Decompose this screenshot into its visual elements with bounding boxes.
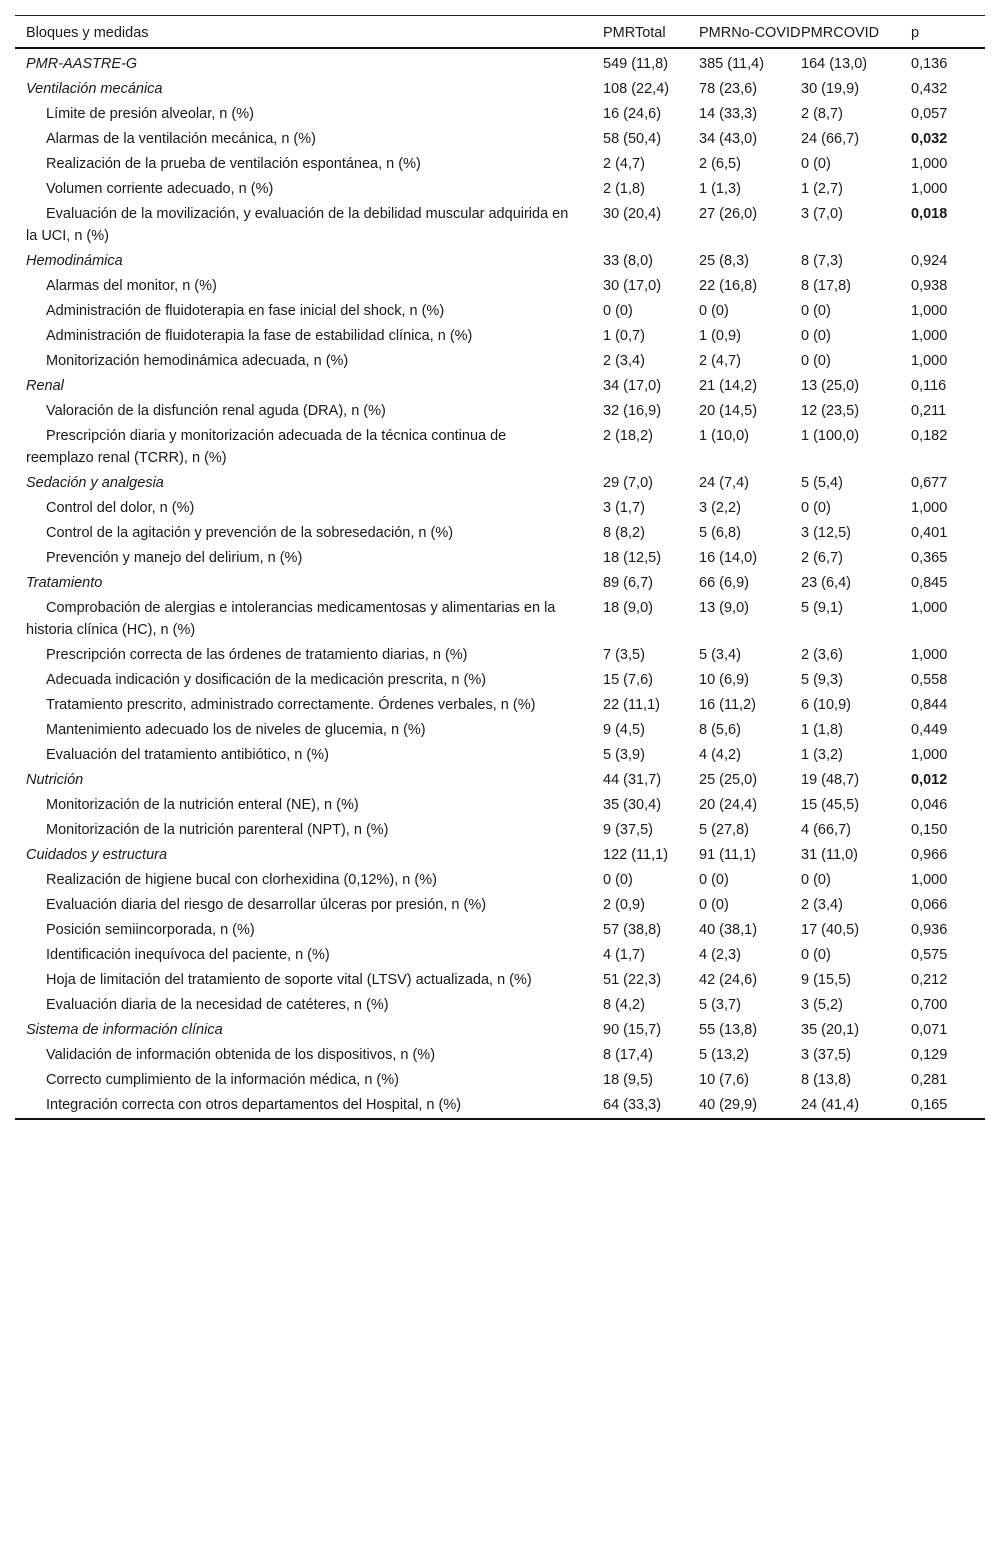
table-row-item [15,793,985,818]
cell-pmr-total: 15 (7,6) [603,672,653,688]
cell-pmr-no-covid: 40 (38,1) [699,922,758,938]
cell-pmr-covid: 15 (45,5) [801,797,860,813]
header-row [15,16,985,49]
row-label: Límite de presión alveolar, n (%) [46,106,254,122]
cell-p-value: 1,000 [911,500,948,516]
table-row-item [15,918,985,943]
cell-pmr-covid: 1 (3,2) [801,747,843,763]
cell-pmr-total: 89 (6,7) [603,575,653,591]
cell-pmr-covid: 2 (6,7) [801,550,843,566]
table-row-item [15,102,985,127]
table-row-block [15,1018,985,1043]
table-row-item [15,152,985,177]
cell-p-value: 0,938 [911,278,948,294]
cell-pmr-no-covid: 16 (14,0) [699,550,758,566]
cell-pmr-covid: 0 (0) [801,872,831,888]
results-table-container [15,15,985,1120]
cell-pmr-covid: 4 (66,7) [801,822,851,838]
cell-pmr-covid: 9 (15,5) [801,972,851,988]
table-row-item [15,1093,985,1119]
cell-pmr-total: 0 (0) [603,303,633,319]
table-row-item [15,643,985,668]
cell-p-value: 0,575 [911,947,948,963]
row-label: Adecuada indicación y dosificación de la medicación prescrita, n (%) [46,672,487,688]
cell-pmr-total: 2 (4,7) [603,156,645,172]
table-row-item [15,324,985,349]
cell-p-value: 0,924 [911,253,948,269]
cell-pmr-covid: 3 (5,2) [801,997,843,1013]
table-row-block [15,571,985,596]
cell-pmr-no-covid: 14 (33,3) [699,106,758,122]
row-label: Integración correcta con otros departamentos del Hospital, n (%) [46,1097,462,1113]
cell-pmr-covid: 24 (66,7) [801,131,860,147]
cell-p-value: 0,432 [911,81,948,97]
cell-pmr-total: 18 (9,5) [603,1072,653,1088]
cell-p-value: 0,845 [911,575,948,591]
cell-p-value: 0,066 [911,897,948,913]
cell-p-value: 0,365 [911,550,948,566]
cell-pmr-no-covid: 34 (43,0) [699,131,758,147]
cell-pmr-total: 18 (12,5) [603,550,662,566]
table-row-block [15,471,985,496]
cell-pmr-no-covid: 0 (0) [699,897,729,913]
cell-pmr-total: 2 (0,9) [603,897,645,913]
cell-pmr-total: 18 (9,0) [603,600,653,616]
cell-p-value: 0,182 [911,428,948,444]
cell-pmr-total: 7 (3,5) [603,647,645,663]
cell-pmr-no-covid: 10 (6,9) [699,672,749,688]
cell-pmr-covid: 31 (11,0) [801,847,858,863]
cell-pmr-covid: 12 (23,5) [801,403,860,419]
cell-pmr-covid: 3 (12,5) [801,525,851,541]
cell-pmr-no-covid: 5 (6,8) [699,525,741,541]
cell-pmr-covid: 0 (0) [801,353,831,369]
cell-pmr-covid: 1 (1,8) [801,722,843,738]
cell-pmr-no-covid: 20 (24,4) [699,797,758,813]
header-pmr-total: PMRTotal [603,25,666,41]
cell-pmr-no-covid: 5 (27,8) [699,822,749,838]
row-label: Renal [26,378,64,394]
cell-pmr-total: 22 (11,1) [603,697,660,713]
cell-p-value: 0,677 [911,475,948,491]
cell-pmr-covid: 0 (0) [801,328,831,344]
cell-pmr-covid: 8 (17,8) [801,278,851,294]
table-row-item [15,521,985,546]
cell-pmr-total: 8 (17,4) [603,1047,653,1063]
row-label: Alarmas del monitor, n (%) [46,278,217,294]
cell-p-value: 0,136 [911,56,948,72]
cell-pmr-total: 9 (37,5) [603,822,653,838]
table-row-item [15,349,985,374]
table-body [15,48,985,1119]
row-label: Prevención y manejo del delirium, n (%) [46,550,303,566]
cell-pmr-covid: 2 (8,7) [801,106,843,122]
cell-p-value: 0,012 [911,772,948,788]
cell-pmr-covid: 24 (41,4) [801,1097,860,1113]
cell-pmr-covid: 2 (3,4) [801,897,843,913]
table-row-block [15,249,985,274]
row-label: Mantenimiento adecuado los de niveles de glucemia, n (%) [46,722,426,738]
cell-pmr-total: 30 (17,0) [603,278,662,294]
cell-pmr-total: 2 (1,8) [603,181,645,197]
cell-pmr-total: 90 (15,7) [603,1022,662,1038]
row-label: Tratamiento [26,575,103,591]
table-row-item [15,424,985,471]
cell-p-value: 0,018 [911,206,948,222]
row-label: Valoración de la disfunción renal aguda (DRA), n (%) [46,403,386,419]
cell-pmr-no-covid: 4 (2,3) [699,947,741,963]
cell-pmr-covid: 3 (37,5) [801,1047,851,1063]
cell-p-value: 0,936 [911,922,948,938]
cell-pmr-covid: 5 (9,1) [801,600,843,616]
table-row-item [15,743,985,768]
table-row-item [15,546,985,571]
cell-pmr-covid: 2 (3,6) [801,647,843,663]
cell-pmr-no-covid: 25 (8,3) [699,253,749,269]
cell-pmr-total: 58 (50,4) [603,131,662,147]
cell-pmr-no-covid: 2 (4,7) [699,353,741,369]
row-label: Identificación inequívoca del paciente, n (%) [46,947,330,963]
row-label: Tratamiento prescrito, administrado correctamente. Órdenes verbales, n (%) [46,697,536,713]
cell-p-value: 0,057 [911,106,948,122]
table-row-item [15,693,985,718]
cell-p-value: 1,000 [911,600,948,616]
cell-p-value: 1,000 [911,328,948,344]
row-label: Volumen corriente adecuado, n (%) [46,181,274,197]
cell-pmr-covid: 6 (10,9) [801,697,851,713]
cell-pmr-no-covid: 66 (6,9) [699,575,749,591]
cell-pmr-covid: 8 (7,3) [801,253,843,269]
table-row-item [15,496,985,521]
cell-p-value: 1,000 [911,181,948,197]
table-row-item [15,818,985,843]
cell-pmr-total: 33 (8,0) [603,253,653,269]
cell-pmr-total: 29 (7,0) [603,475,653,491]
cell-pmr-total: 8 (8,2) [603,525,645,541]
cell-pmr-no-covid: 8 (5,6) [699,722,741,738]
row-label: Evaluación de la movilización, y evaluación de la debilidad muscular adquirida en la UCI, n (%) [26,206,569,244]
row-label: Monitorización de la nutrición enteral (NE), n (%) [46,797,359,813]
cell-p-value: 0,966 [911,847,948,863]
cell-pmr-total: 549 (11,8) [603,56,669,72]
cell-p-value: 1,000 [911,872,948,888]
cell-p-value: 0,449 [911,722,948,738]
row-label: Monitorización de la nutrición parenteral (NPT), n (%) [46,822,389,838]
table-row-item [15,274,985,299]
cell-pmr-no-covid: 24 (7,4) [699,475,749,491]
cell-pmr-covid: 17 (40,5) [801,922,860,938]
cell-pmr-covid: 164 (13,0) [801,56,868,72]
row-label: Nutrición [26,772,84,788]
row-label: Evaluación del tratamiento antibiótico, n (%) [46,747,329,763]
cell-pmr-covid: 1 (100,0) [801,428,860,444]
cell-pmr-total: 4 (1,7) [603,947,645,963]
cell-pmr-no-covid: 42 (24,6) [699,972,758,988]
cell-pmr-no-covid: 55 (13,8) [699,1022,758,1038]
header-p-value: p [911,25,920,41]
cell-p-value: 1,000 [911,747,948,763]
cell-pmr-total: 5 (3,9) [603,747,645,763]
cell-p-value: 1,000 [911,353,948,369]
table-row-item [15,993,985,1018]
results-table [15,15,985,1120]
cell-pmr-no-covid: 0 (0) [699,872,729,888]
cell-pmr-covid: 0 (0) [801,303,831,319]
table-row-item [15,399,985,424]
table-row-item [15,868,985,893]
table-row-item [15,968,985,993]
cell-pmr-no-covid: 0 (0) [699,303,729,319]
cell-pmr-no-covid: 10 (7,6) [699,1072,749,1088]
row-label: Monitorización hemodinámica adecuada, n (%) [46,353,349,369]
cell-p-value: 0,211 [911,403,947,419]
cell-pmr-total: 44 (31,7) [603,772,662,788]
row-label: Alarmas de la ventilación mecánica, n (%) [46,131,316,147]
cell-p-value: 1,000 [911,303,948,319]
cell-p-value: 1,000 [911,156,948,172]
cell-pmr-no-covid: 4 (4,2) [699,747,741,763]
cell-pmr-total: 2 (3,4) [603,353,645,369]
cell-pmr-total: 35 (30,4) [603,797,662,813]
row-label: Evaluación diaria de la necesidad de catéteres, n (%) [46,997,389,1013]
cell-pmr-covid: 1 (2,7) [801,181,843,197]
cell-pmr-no-covid: 20 (14,5) [699,403,758,419]
row-label: Control del dolor, n (%) [46,500,195,516]
cell-p-value: 0,071 [911,1022,948,1038]
table-row-item [15,299,985,324]
cell-pmr-total: 122 (11,1) [603,847,669,863]
cell-p-value: 0,281 [911,1072,948,1088]
row-label: Hoja de limitación del tratamiento de soporte vital (LTSV) actualizada, n (%) [46,972,532,988]
cell-p-value: 0,700 [911,997,948,1013]
row-label: Sedación y analgesia [26,475,164,491]
cell-pmr-no-covid: 5 (3,7) [699,997,741,1013]
table-row-block [15,843,985,868]
cell-pmr-no-covid: 1 (10,0) [699,428,749,444]
cell-pmr-no-covid: 2 (6,5) [699,156,741,172]
cell-p-value: 0,116 [911,378,947,394]
table-row-block [15,77,985,102]
table-row-block [15,48,985,77]
table-row-item [15,127,985,152]
cell-pmr-no-covid: 3 (2,2) [699,500,741,516]
cell-pmr-total: 9 (4,5) [603,722,645,738]
cell-p-value: 1,000 [911,647,948,663]
cell-pmr-no-covid: 91 (11,1) [699,847,756,863]
cell-pmr-total: 32 (16,9) [603,403,662,419]
row-label: Cuidados y estructura [26,847,168,863]
row-label: Comprobación de alergias e intolerancias medicamentosas y alimentarias en la historia clínica (HC), n (%) [26,600,556,638]
table-row-item [15,1068,985,1093]
cell-pmr-covid: 0 (0) [801,500,831,516]
cell-pmr-covid: 19 (48,7) [801,772,860,788]
table-row-item [15,202,985,249]
cell-pmr-total: 57 (38,8) [603,922,662,938]
table-row-item [15,718,985,743]
cell-pmr-no-covid: 16 (11,2) [699,697,756,713]
cell-pmr-total: 64 (33,3) [603,1097,662,1113]
table-row-item [15,1043,985,1068]
cell-pmr-no-covid: 22 (16,8) [699,278,758,294]
table-row-item [15,943,985,968]
row-label: Posición semiincorporada, n (%) [46,922,255,938]
cell-pmr-total: 16 (24,6) [603,106,662,122]
table-row-item [15,893,985,918]
cell-pmr-no-covid: 1 (1,3) [699,181,741,197]
cell-pmr-covid: 0 (0) [801,156,831,172]
row-label: Realización de la prueba de ventilación espontánea, n (%) [46,156,421,172]
cell-pmr-covid: 13 (25,0) [801,378,860,394]
cell-pmr-covid: 3 (7,0) [801,206,843,222]
cell-pmr-no-covid: 25 (25,0) [699,772,758,788]
table-row-item [15,177,985,202]
row-label: Evaluación diaria del riesgo de desarrollar úlceras por presión, n (%) [46,897,487,913]
cell-p-value: 0,150 [911,822,948,838]
cell-pmr-total: 30 (20,4) [603,206,662,222]
cell-p-value: 0,212 [911,972,948,988]
cell-pmr-total: 51 (22,3) [603,972,662,988]
cell-pmr-covid: 0 (0) [801,947,831,963]
row-label: Sistema de información clínica [26,1022,223,1038]
header-bloques: Bloques y medidas [26,25,149,41]
cell-p-value: 0,844 [911,697,948,713]
cell-p-value: 0,129 [911,1047,948,1063]
cell-pmr-no-covid: 40 (29,9) [699,1097,758,1113]
table-header [15,16,985,49]
cell-pmr-total: 34 (17,0) [603,378,662,394]
cell-pmr-total: 2 (18,2) [603,428,653,444]
cell-pmr-total: 8 (4,2) [603,997,645,1013]
cell-p-value: 0,401 [911,525,948,541]
cell-pmr-covid: 30 (19,9) [801,81,860,97]
table-row-block [15,768,985,793]
row-label: Administración de fluidoterapia en fase inicial del shock, n (%) [46,303,445,319]
cell-p-value: 0,032 [911,131,948,147]
cell-p-value: 0,165 [911,1097,948,1113]
cell-pmr-total: 108 (22,4) [603,81,670,97]
header-pmr-covid: PMRCOVID [801,25,880,41]
cell-pmr-no-covid: 385 (11,4) [699,56,765,72]
cell-pmr-covid: 35 (20,1) [801,1022,860,1038]
header-pmr-no-covid: PMRNo-COVID [699,25,801,41]
cell-pmr-no-covid: 78 (23,6) [699,81,758,97]
cell-pmr-covid: 5 (9,3) [801,672,843,688]
cell-pmr-no-covid: 5 (13,2) [699,1047,749,1063]
row-label: Prescripción correcta de las órdenes de tratamiento diarias, n (%) [46,647,468,663]
row-label: PMR-AASTRE-G [26,56,138,72]
cell-pmr-no-covid: 27 (26,0) [699,206,758,222]
table-row-block [15,374,985,399]
row-label: Hemodinámica [26,253,123,269]
cell-pmr-covid: 23 (6,4) [801,575,851,591]
row-label: Ventilación mecánica [26,81,163,97]
cell-pmr-covid: 5 (5,4) [801,475,843,491]
row-label: Realización de higiene bucal con clorhexidina (0,12%), n (%) [46,872,437,888]
cell-pmr-no-covid: 1 (0,9) [699,328,741,344]
cell-p-value: 0,046 [911,797,948,813]
table-row-item [15,596,985,643]
row-label: Validación de información obtenida de los dispositivos, n (%) [46,1047,436,1063]
cell-pmr-total: 0 (0) [603,872,633,888]
row-label: Administración de fluidoterapia la fase de estabilidad clínica, n (%) [46,328,473,344]
cell-p-value: 0,558 [911,672,948,688]
cell-pmr-total: 3 (1,7) [603,500,645,516]
row-label: Control de la agitación y prevención de la sobresedación, n (%) [46,525,454,541]
cell-pmr-no-covid: 21 (14,2) [699,378,758,394]
cell-pmr-total: 1 (0,7) [603,328,645,344]
row-label: Correcto cumplimiento de la información médica, n (%) [46,1072,399,1088]
table-row-item [15,668,985,693]
row-label: Prescripción diaria y monitorización adecuada de la técnica continua de reemplazo renal (TCRR), n (%) [26,428,507,466]
cell-pmr-no-covid: 5 (3,4) [699,647,741,663]
cell-pmr-covid: 8 (13,8) [801,1072,851,1088]
cell-pmr-no-covid: 13 (9,0) [699,600,749,616]
